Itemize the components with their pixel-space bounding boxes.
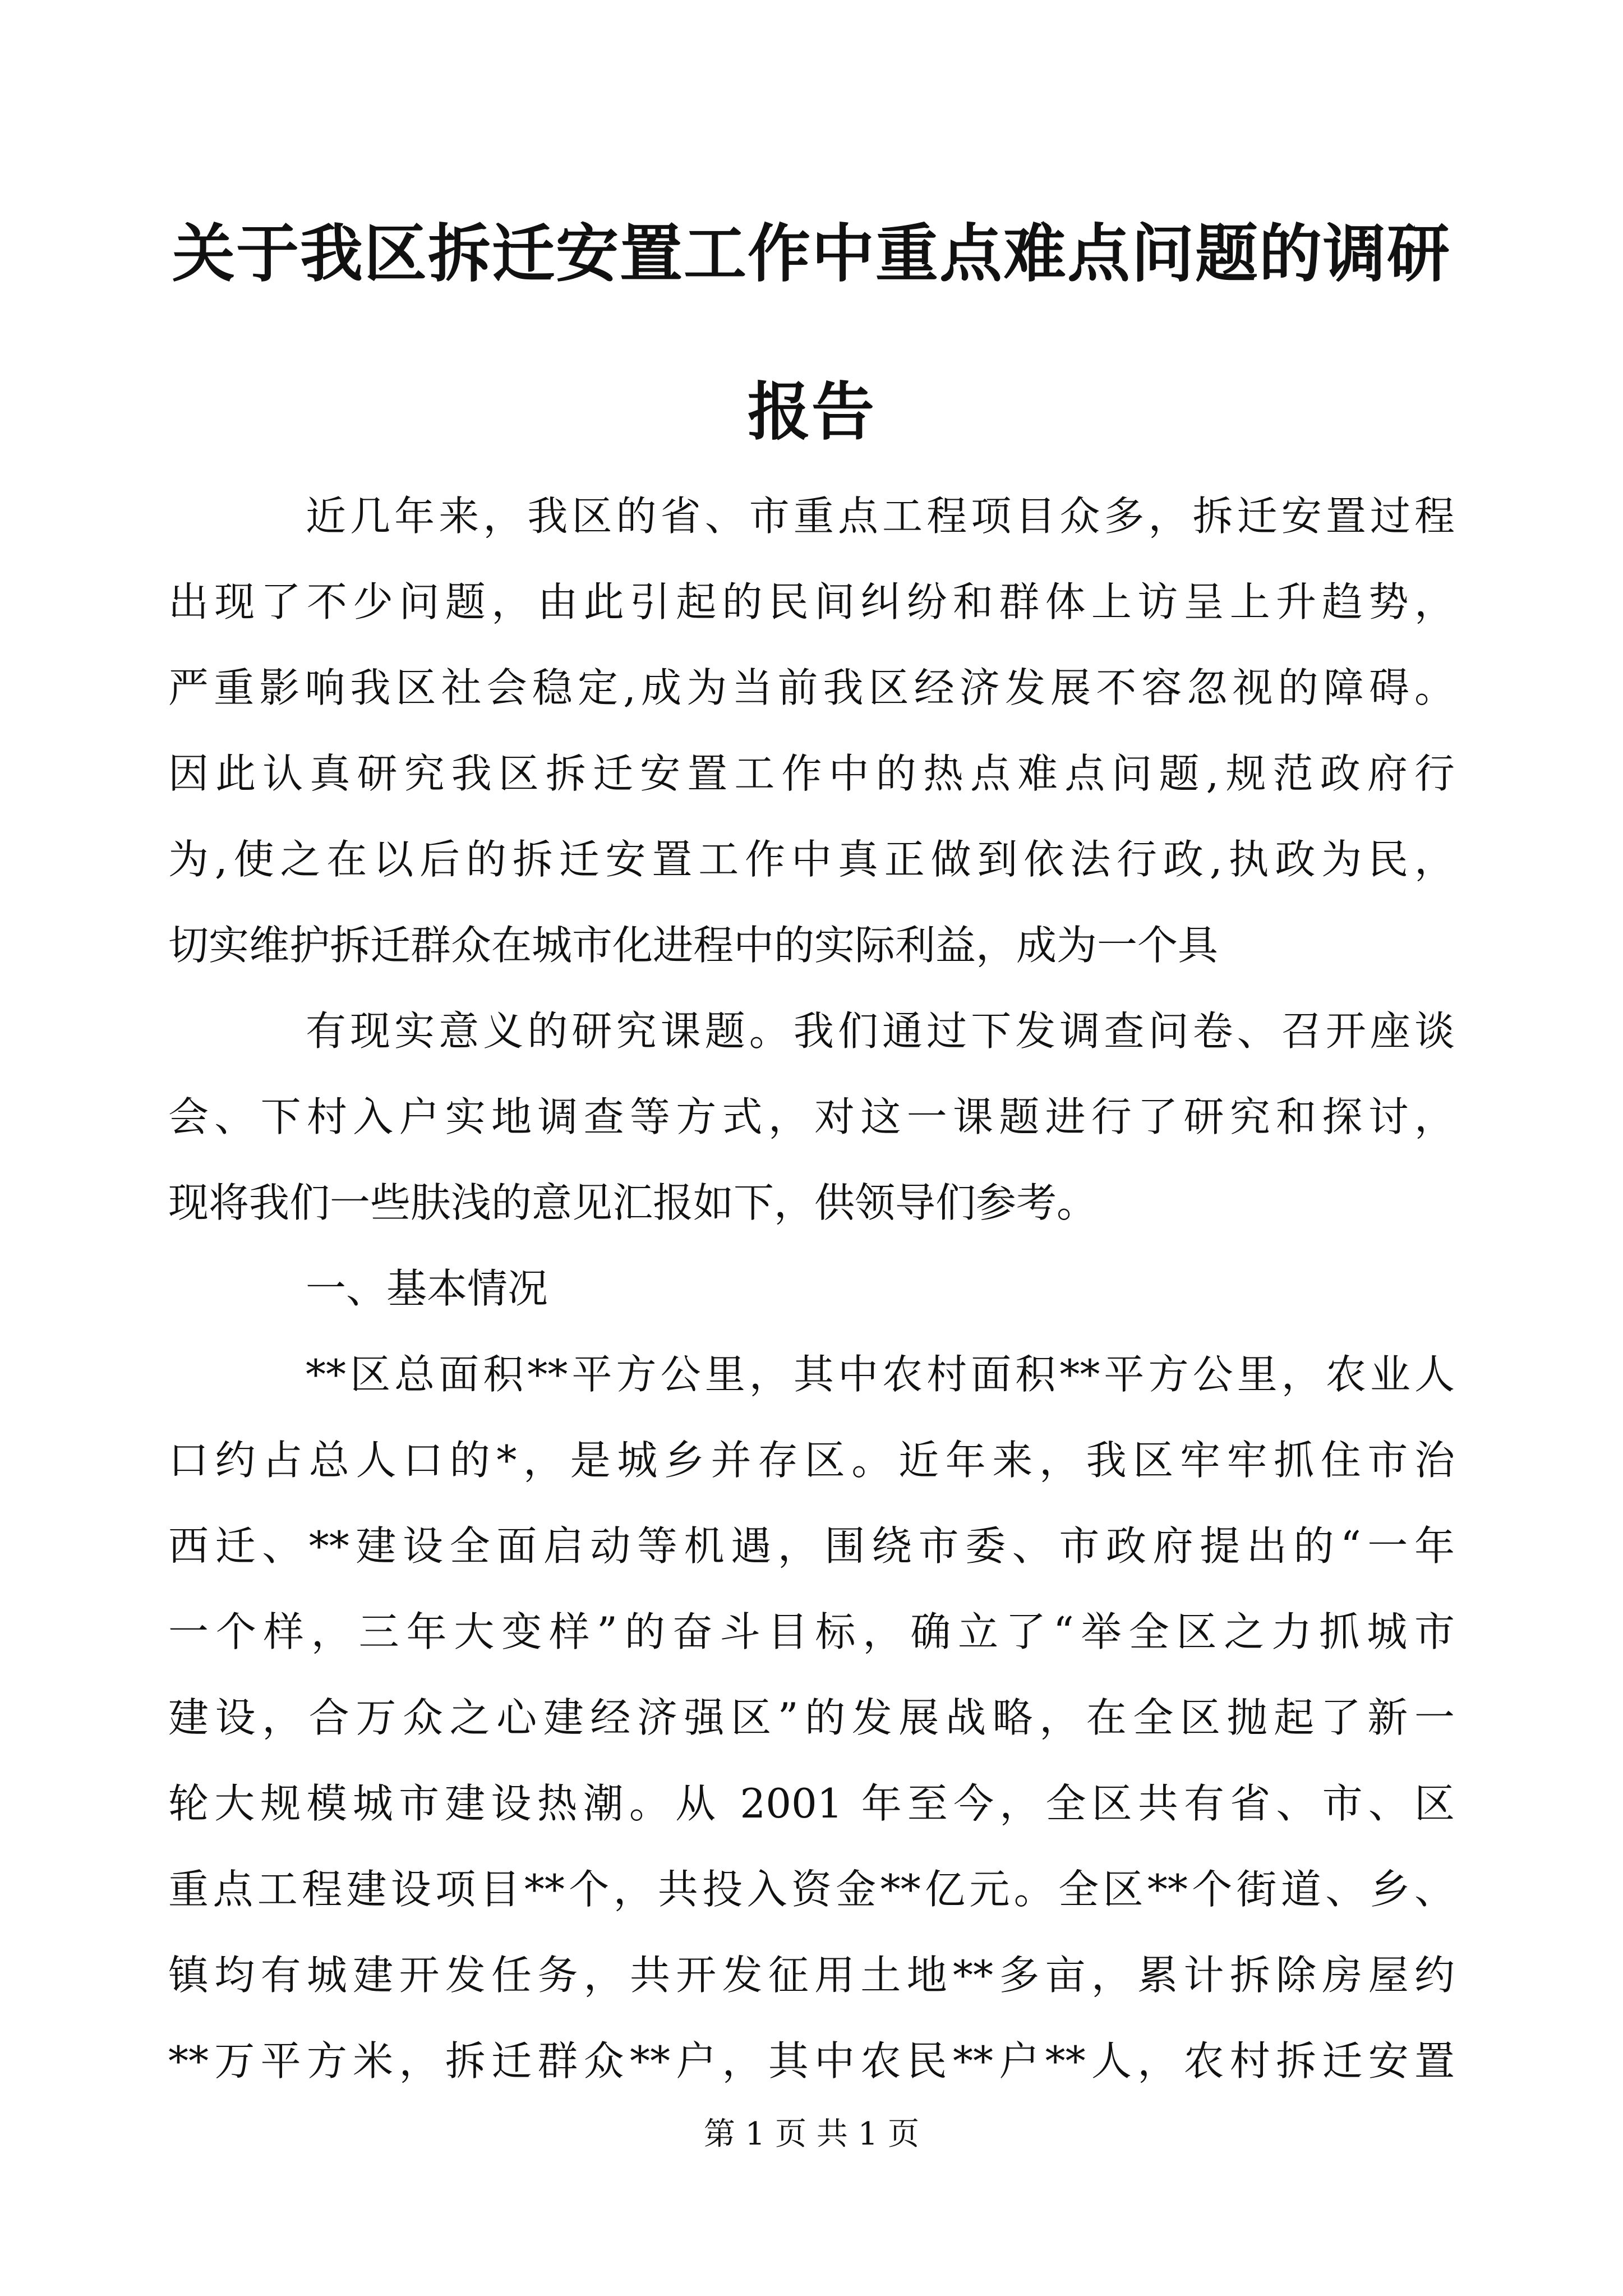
paragraph-3-line-8: 镇均有城建开发任务，共开发征用土地**多亩，累计拆除房屋约 [168, 1952, 1455, 1999]
page-footer: 第 1 页 共 1 页 [703, 2116, 920, 2152]
paragraph-1-line-1: 近几年来，我区的省、市重点工程项目众多，拆迁安置过程 [306, 493, 1455, 540]
paragraph-3-line-5: 建设，合万众之心建经济强区”的发展战略，在全区抛起了新一 [168, 1694, 1455, 1741]
paragraph-3-line-2: 口约占总人口的*，是城乡并存区。近年来，我区牢牢抓住市治 [168, 1437, 1455, 1484]
paragraph-3-line-4: 一个样，三年大变样”的奋斗目标，确立了“举全区之力抓城市 [168, 1608, 1455, 1655]
paragraph-2-line-2: 会、下村入户实地调查等方式，对这一课题进行了研究和探讨， [168, 1093, 1455, 1140]
paragraph-1-line-3: 严重影响我区社会稳定,成为当前我区经济发展不容忽视的障碍。 [168, 664, 1455, 711]
paragraph-3-line-3: 西迁、**建设全面启动等机遇，围绕市委、市政府提出的“一年 [168, 1522, 1455, 1570]
section-heading-basic-situation: 一、基本情况 [306, 1265, 548, 1312]
document-title-line-1: 关于我区拆迁安置工作中重点难点问题的调研 [172, 217, 1451, 291]
paragraph-3-line-7: 重点工程建设项目**个，共投入资金**亿元。全区**个街道、乡、 [168, 1866, 1455, 1913]
paragraph-3-line-1: **区总面积**平方公里，其中农村面积**平方公里，农业人 [306, 1351, 1455, 1398]
paragraph-2-line-3: 现将我们一些肤浅的意见汇报如下，供领导们参考。 [168, 1179, 1098, 1226]
paragraph-1-line-5: 为,使之在以后的拆迁安置工作中真正做到依法行政,执政为民， [168, 836, 1455, 883]
paragraph-3-line-9: **万平方米，拆迁群众**户，其中农民**户**人，农村拆迁安置 [168, 2037, 1455, 2085]
paragraph-1-line-2: 出现了不少问题，由此引起的民间纠纷和群体上访呈上升趋势， [168, 578, 1455, 625]
paragraph-1-line-6: 切实维护拆迁群众在城市化进程中的实际利益，成为一个具 [168, 922, 1219, 969]
document-title-line-2: 报告 [748, 375, 875, 449]
paragraph-2-line-1: 有现实意义的研究课题。我们通过下发调查问卷、召开座谈 [306, 1007, 1455, 1055]
paragraph-3-line-6: 轮大规模城市建设热潮。从 2001 年至今，全区共有省、市、区 [168, 1780, 1455, 1827]
paragraph-1-line-4: 因此认真研究我区拆迁安置工作中的热点难点问题,规范政府行 [168, 750, 1455, 797]
